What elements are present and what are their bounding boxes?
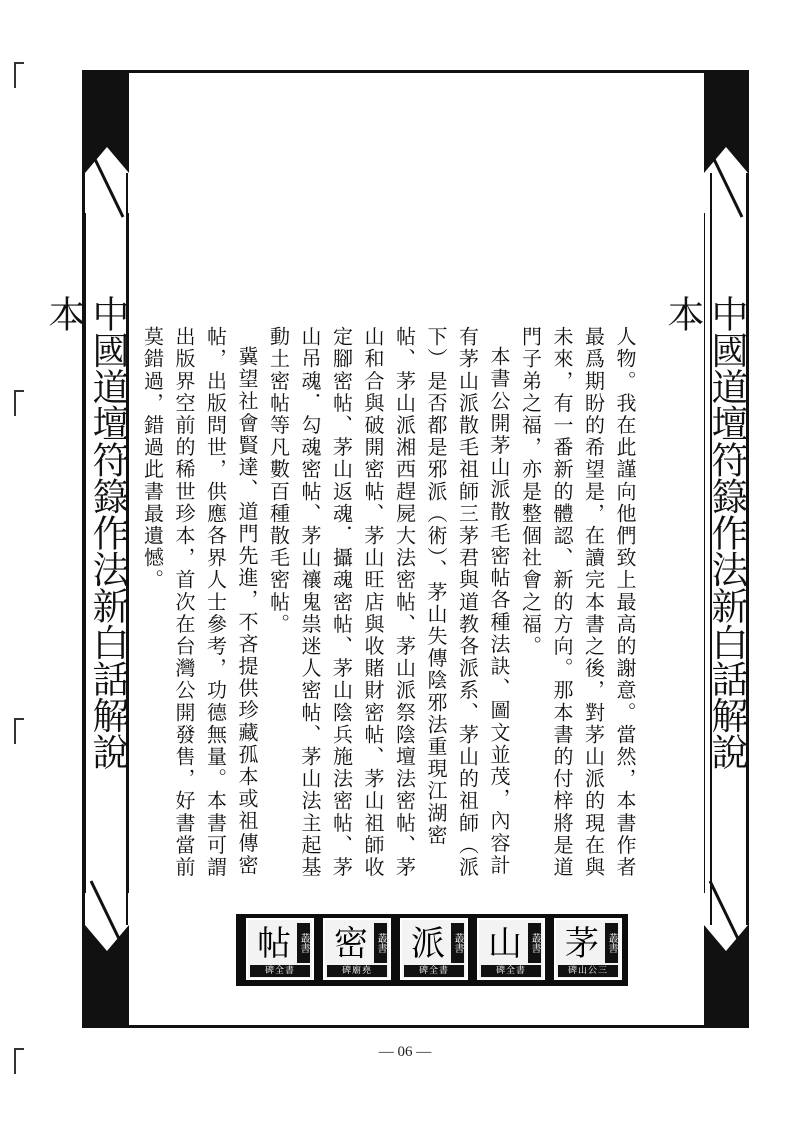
book-cover-caption: 碑廟堯 xyxy=(327,965,387,977)
book-cover-glyph: 派 xyxy=(411,924,445,964)
book-cover-caption: 碑全書 xyxy=(481,965,541,977)
book-cover-spine: 叢書 xyxy=(528,923,541,963)
page-number: — 06 — xyxy=(378,1044,432,1060)
paragraph: 人物。我在此謹向他們致上最高的謝意。當然，本書作者最爲期盼的希望是，在讀完本書之後，對茅山派的現在與未來，有一番新的體認、新的方向。那本書的付梓將是道門子弟之福，亦是整個社會之福。 xyxy=(518,326,637,879)
book-cover xyxy=(323,918,391,980)
book-cover xyxy=(477,918,545,980)
book-cover-spine: 叢書 xyxy=(451,923,464,963)
book-cover-glyph: 山 xyxy=(488,924,522,964)
left-title-band xyxy=(42,73,129,1025)
book-cover-glyph: 密 xyxy=(334,924,368,964)
binder-mark xyxy=(14,390,24,416)
book-cover xyxy=(400,918,468,980)
paragraph: 本書公開茅山派散毛密帖各種法訣、圖文並茂，內容計有茅山派散毛祖師三茅君與道教各派系、茅山的祖師（派下）是否都是邪派（術）、茅山失傳陰邪法重現江湖密帖、茅山派湘西趕屍大法密帖、茅山派祭陰壇法密帖、茅山和合與破開密帖、茅山旺店與收賭財密帖、茅山祖師收定腳密帖、茅山返魂．攝魂密帖、茅山陰兵施法密帖、茅山吊魂．勾魂密帖、茅山禳鬼祟迷人密帖、茅山法主起基動土密帖等凡數百種散毛密帖。 xyxy=(266,326,511,879)
book-cover-glyph: 帖 xyxy=(257,924,291,964)
binder-mark xyxy=(14,718,24,744)
book-cover-glyph: 茅 xyxy=(565,924,599,964)
book-cover xyxy=(554,918,622,980)
book-cover-spine: 叢書 xyxy=(374,923,387,963)
book-cover-caption: 碑山公三 xyxy=(558,965,618,977)
book-cover-spine: 叢書 xyxy=(297,923,310,963)
right-title-band xyxy=(661,73,748,1025)
binder-mark xyxy=(14,1048,24,1074)
book-cover-spine: 叢書 xyxy=(605,923,618,963)
book-cover-caption: 碑全書 xyxy=(404,965,464,977)
paragraph: 冀望社會賢達、道門先進，不吝提供珍藏孤本或祖傳密帖，出版問世，供應各界人士參考，功德無量。本書可謂出版界空前的稀世珍本，首次在台灣公開發售，好書當前莫錯過，錯過此書最遺憾。 xyxy=(140,326,259,879)
side-title-right: 中國道壇符籙作法新白話解說本 xyxy=(661,295,748,770)
side-title-left: 中國道壇符籙作法新白話解說本 xyxy=(42,295,129,770)
book-cover-caption: 碑全書 xyxy=(250,965,310,977)
body-text xyxy=(140,326,640,886)
book-cover-strip xyxy=(236,914,628,986)
binder-mark xyxy=(14,62,24,88)
book-cover xyxy=(246,918,314,980)
